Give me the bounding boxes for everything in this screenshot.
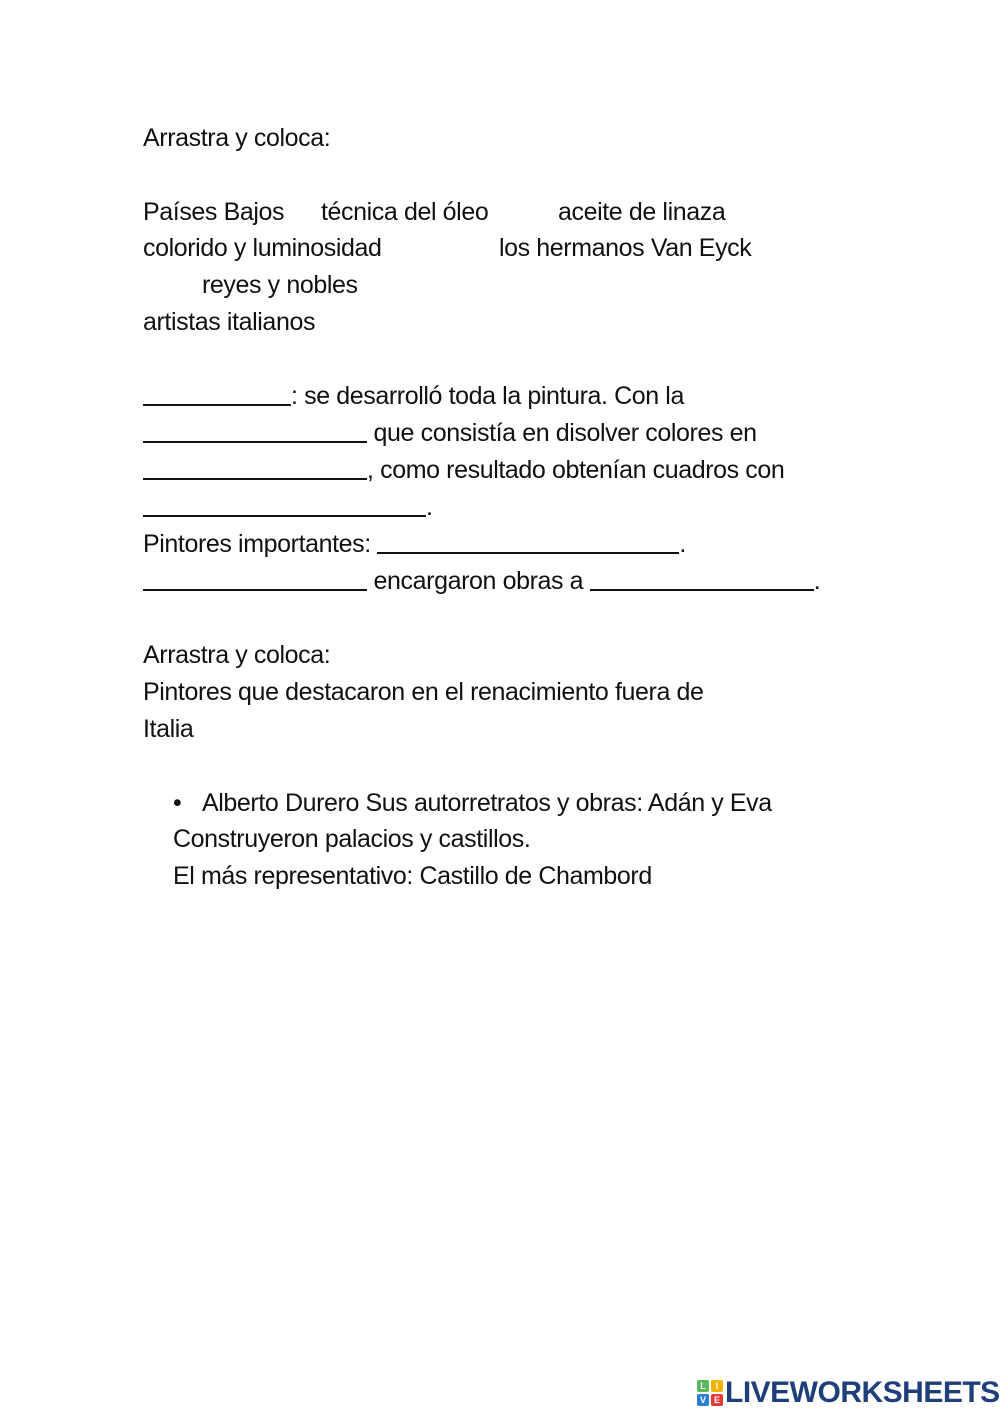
bullet-icon: • [173, 789, 182, 817]
drop-blank[interactable] [377, 530, 679, 554]
drop-blank[interactable] [590, 567, 814, 591]
sentence-5: Pintores importantes: . [143, 530, 686, 558]
section2-subtitle-cont: Italia [143, 715, 194, 743]
sentence-4: . [143, 492, 433, 522]
drop-blank[interactable] [143, 419, 367, 443]
sentence-6: encargaron obras a . [143, 566, 820, 596]
drop-blank[interactable] [143, 382, 291, 406]
logo-text: LIVEWORKSHEETS [725, 1376, 1000, 1409]
liveworksheets-logo [697, 1378, 1000, 1408]
sentence-2: que consistía en disolver colores en [143, 418, 757, 448]
drop-blank[interactable] [143, 493, 426, 517]
logo-tile: V [697, 1394, 709, 1406]
section1-heading: Arrastra y coloca: [143, 124, 331, 152]
word-bank-item[interactable]: Países Bajos [143, 198, 285, 226]
logo-tiles-icon [697, 1380, 723, 1406]
bullet-item: Alberto Durero Sus autorretratos y obras: Adán y Eva [202, 789, 772, 817]
bullet-item-line3: El más representativo: Castillo de Chambord [173, 862, 652, 890]
logo-tile: L [697, 1380, 709, 1392]
word-bank-item[interactable]: los hermanos Van Eyck [499, 234, 752, 262]
word-bank-item[interactable]: colorido y luminosidad [143, 234, 382, 262]
section2-subtitle: Pintores que destacaron en el renacimiento fuera de [143, 678, 704, 706]
word-bank-item[interactable]: artistas italianos [143, 308, 316, 336]
drop-blank[interactable] [143, 456, 367, 480]
word-bank-item[interactable]: técnica del óleo [321, 198, 489, 226]
bullet-item-line2: Construyeron palacios y castillos. [173, 825, 531, 853]
logo-tile: I [711, 1380, 723, 1392]
sentence-3: , como resultado obtenían cuadros con [143, 455, 784, 485]
word-bank-item[interactable]: aceite de linaza [558, 198, 726, 226]
word-bank-item[interactable]: reyes y nobles [202, 271, 358, 299]
logo-tile: E [711, 1394, 723, 1406]
drop-blank[interactable] [143, 567, 367, 591]
section2-heading: Arrastra y coloca: [143, 641, 331, 669]
sentence-1: : se desarrolló toda la pintura. Con la [143, 381, 684, 411]
